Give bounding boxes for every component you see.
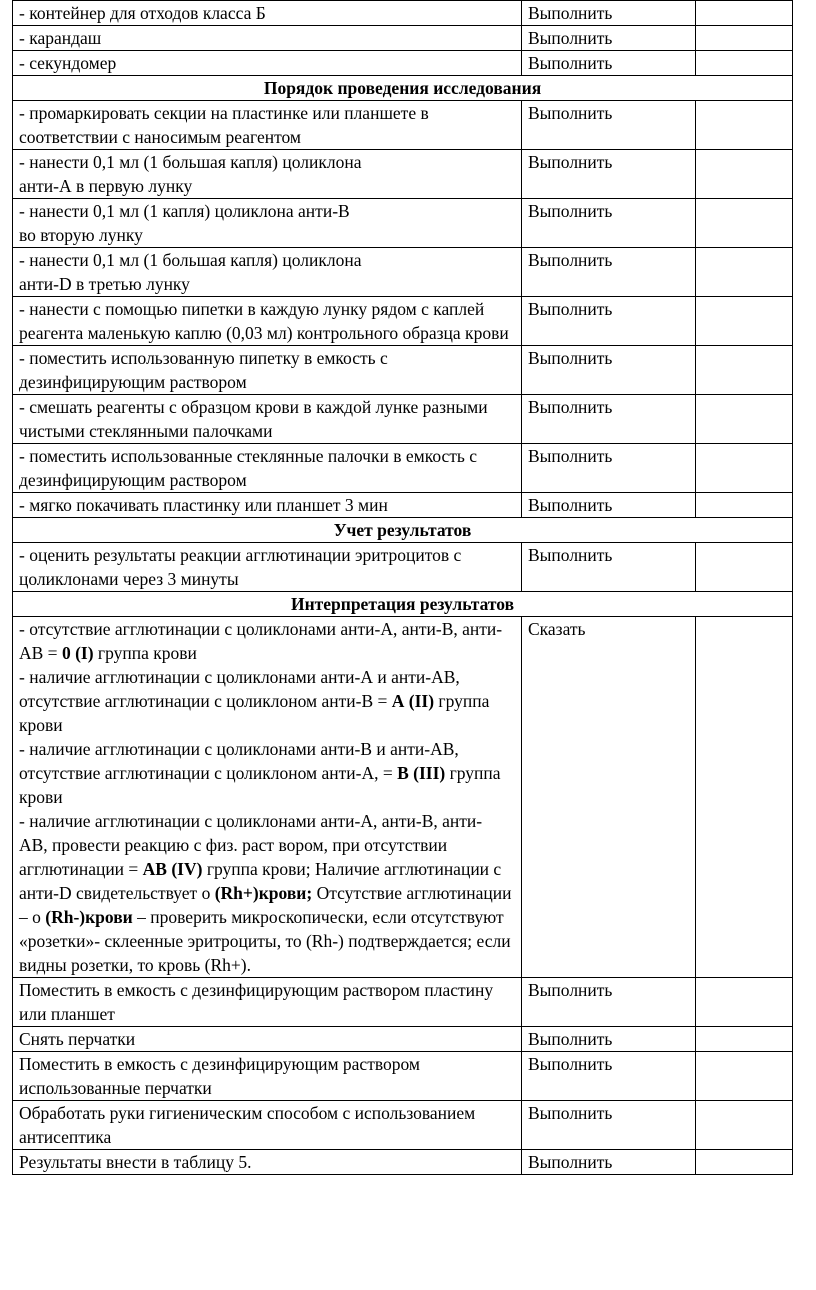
action-cell: Выполнить (522, 395, 696, 444)
step-line: анти-А в первую лунку (19, 176, 193, 196)
table-row (13, 617, 793, 978)
mark-cell (696, 1150, 793, 1175)
table-row (13, 1052, 793, 1101)
table-row (13, 1027, 793, 1052)
table-row (13, 297, 793, 346)
step-cell: Поместить в емкость с дезинфицирующим раствором пластину или планшет (13, 978, 522, 1027)
section-title-interpretation: Интерпретация результатов (13, 592, 793, 617)
interp-text: группа крови (19, 763, 501, 807)
step-line: - нанести 0,1 мл (1 большая капля) цоликлона (19, 250, 362, 270)
step-cell: Поместить в емкость с дезинфицирующим раствором использованные перчатки (13, 1052, 522, 1101)
step-cell: - карандаш (13, 26, 522, 51)
mark-cell (696, 1, 793, 26)
action-cell: Выполнить (522, 1052, 696, 1101)
table-row (13, 1101, 793, 1150)
mark-cell (696, 26, 793, 51)
table-row (13, 543, 793, 592)
mark-cell (696, 543, 793, 592)
interp-text: - наличие агглютинации с цоликлонами анти-А и анти-АВ, отсутствие агглютинации с цоликлоном анти-В = (19, 667, 460, 711)
step-cell: - нанести с помощью пипетки в каждую лунку рядом с каплей реагента маленькую каплю (0,03 мл) контрольного образца крови (13, 297, 522, 346)
table-row (13, 51, 793, 76)
action-cell: Выполнить (522, 51, 696, 76)
section-title-results: Учет результатов (13, 518, 793, 543)
mark-cell (696, 346, 793, 395)
step-cell: Результаты внести в таблицу 5. (13, 1150, 522, 1175)
mark-cell (696, 617, 793, 978)
interp-text: группа крови (93, 643, 197, 663)
table-row (13, 1, 793, 26)
mark-cell (696, 978, 793, 1027)
step-cell: - поместить использованную пипетку в емкость с дезинфицирующим раствором (13, 346, 522, 395)
mark-cell (696, 1027, 793, 1052)
mark-cell (696, 101, 793, 150)
section-title-procedure: Порядок проведения исследования (13, 76, 793, 101)
action-cell: Выполнить (522, 444, 696, 493)
mark-cell (696, 395, 793, 444)
interp-text: группа крови (19, 691, 490, 735)
step-cell: - секундомер (13, 51, 522, 76)
step-cell: - поместить использованные стеклянные палочки в емкость с дезинфицирующим раствором (13, 444, 522, 493)
mark-cell (696, 1101, 793, 1150)
interpretation-cell (13, 617, 522, 978)
table-row (13, 199, 793, 248)
mark-cell (696, 150, 793, 199)
table-row (13, 26, 793, 51)
step-cell: Обработать руки гигиеническим способом с использованием антисептика (13, 1101, 522, 1150)
step-cell (13, 199, 522, 248)
table-row (13, 444, 793, 493)
blood-group-0: 0 (I) (61, 643, 94, 663)
section-row (13, 76, 793, 101)
blood-group-ab: АВ (IV) (142, 859, 203, 879)
action-cell: Выполнить (522, 1, 696, 26)
table-row (13, 248, 793, 297)
action-cell: Выполнить (522, 26, 696, 51)
mark-cell (696, 248, 793, 297)
section-row (13, 592, 793, 617)
step-cell (13, 150, 522, 199)
interp-text: - наличие агглютинации с цоликлонами анти-А, анти-В, анти- АВ, провести реакцию с физ. раст вором, при отсутствии агглютинации = (19, 811, 483, 879)
table-row (13, 493, 793, 518)
step-cell (13, 248, 522, 297)
action-cell: Выполнить (522, 978, 696, 1027)
step-line: анти-D в третью лунку (19, 274, 190, 294)
step-cell: - контейнер для отходов класса Б (13, 1, 522, 26)
blood-group-a: А (II) (391, 691, 435, 711)
rh-positive: (Rh+)крови; (214, 883, 313, 903)
mark-cell (696, 199, 793, 248)
action-cell: Выполнить (522, 1150, 696, 1175)
action-cell: Сказать (522, 617, 696, 978)
step-cell: Снять перчатки (13, 1027, 522, 1052)
interp-text: - наличие агглютинации с цоликлонами анти-В и анти-АВ, отсутствие агглютинации с цоликлоном анти-А, = (19, 739, 459, 783)
mark-cell (696, 444, 793, 493)
table-row (13, 101, 793, 150)
rh-negative: (Rh-)крови (45, 907, 133, 927)
action-cell: Выполнить (522, 493, 696, 518)
table-row (13, 150, 793, 199)
table-row (13, 346, 793, 395)
action-cell: Выполнить (522, 199, 696, 248)
interp-text: группа крови; Наличие агглютинации с анти-D свидетельствует о (19, 859, 502, 903)
action-cell: Выполнить (522, 1101, 696, 1150)
mark-cell (696, 297, 793, 346)
action-cell: Выполнить (522, 150, 696, 199)
step-cell: - оценить результаты реакции агглютинации эритроцитов с цоликлонами через 3 минуты (13, 543, 522, 592)
table-row (13, 395, 793, 444)
table-row (13, 1150, 793, 1175)
action-cell: Выполнить (522, 1027, 696, 1052)
step-cell: - смешать реагенты с образцом крови в каждой лунке разными чистыми стеклянными палочками (13, 395, 522, 444)
interp-text: - отсутствие агглютинации с цоликлонами анти-А, анти-В, анти- АВ = (19, 619, 503, 663)
interp-text: – проверить микроскопически, если отсутствуют «розетки»- склеенные эритроциты, то (Rh-) подтверждается; если видны розетки, то кровь (Rh+). (19, 907, 511, 975)
blood-group-b: В (III) (397, 763, 446, 783)
table-row (13, 978, 793, 1027)
step-cell: - промаркировать секции на пластинке или планшете в соответствии с наносимым реагентом (13, 101, 522, 150)
step-line: - нанести 0,1 мл (1 капля) цоликлона анти-В (19, 201, 350, 221)
step-line: - нанести 0,1 мл (1 большая капля) цоликлона (19, 152, 362, 172)
mark-cell (696, 493, 793, 518)
procedure-table (12, 0, 793, 1175)
action-cell: Выполнить (522, 543, 696, 592)
step-line: во вторую лунку (19, 225, 143, 245)
section-row (13, 518, 793, 543)
interp-text: Отсутствие агглютинации – о (19, 883, 512, 927)
action-cell: Выполнить (522, 346, 696, 395)
action-cell: Выполнить (522, 297, 696, 346)
mark-cell (696, 51, 793, 76)
step-cell: - мягко покачивать пластинку или планшет 3 мин (13, 493, 522, 518)
action-cell: Выполнить (522, 248, 696, 297)
action-cell: Выполнить (522, 101, 696, 150)
mark-cell (696, 1052, 793, 1101)
